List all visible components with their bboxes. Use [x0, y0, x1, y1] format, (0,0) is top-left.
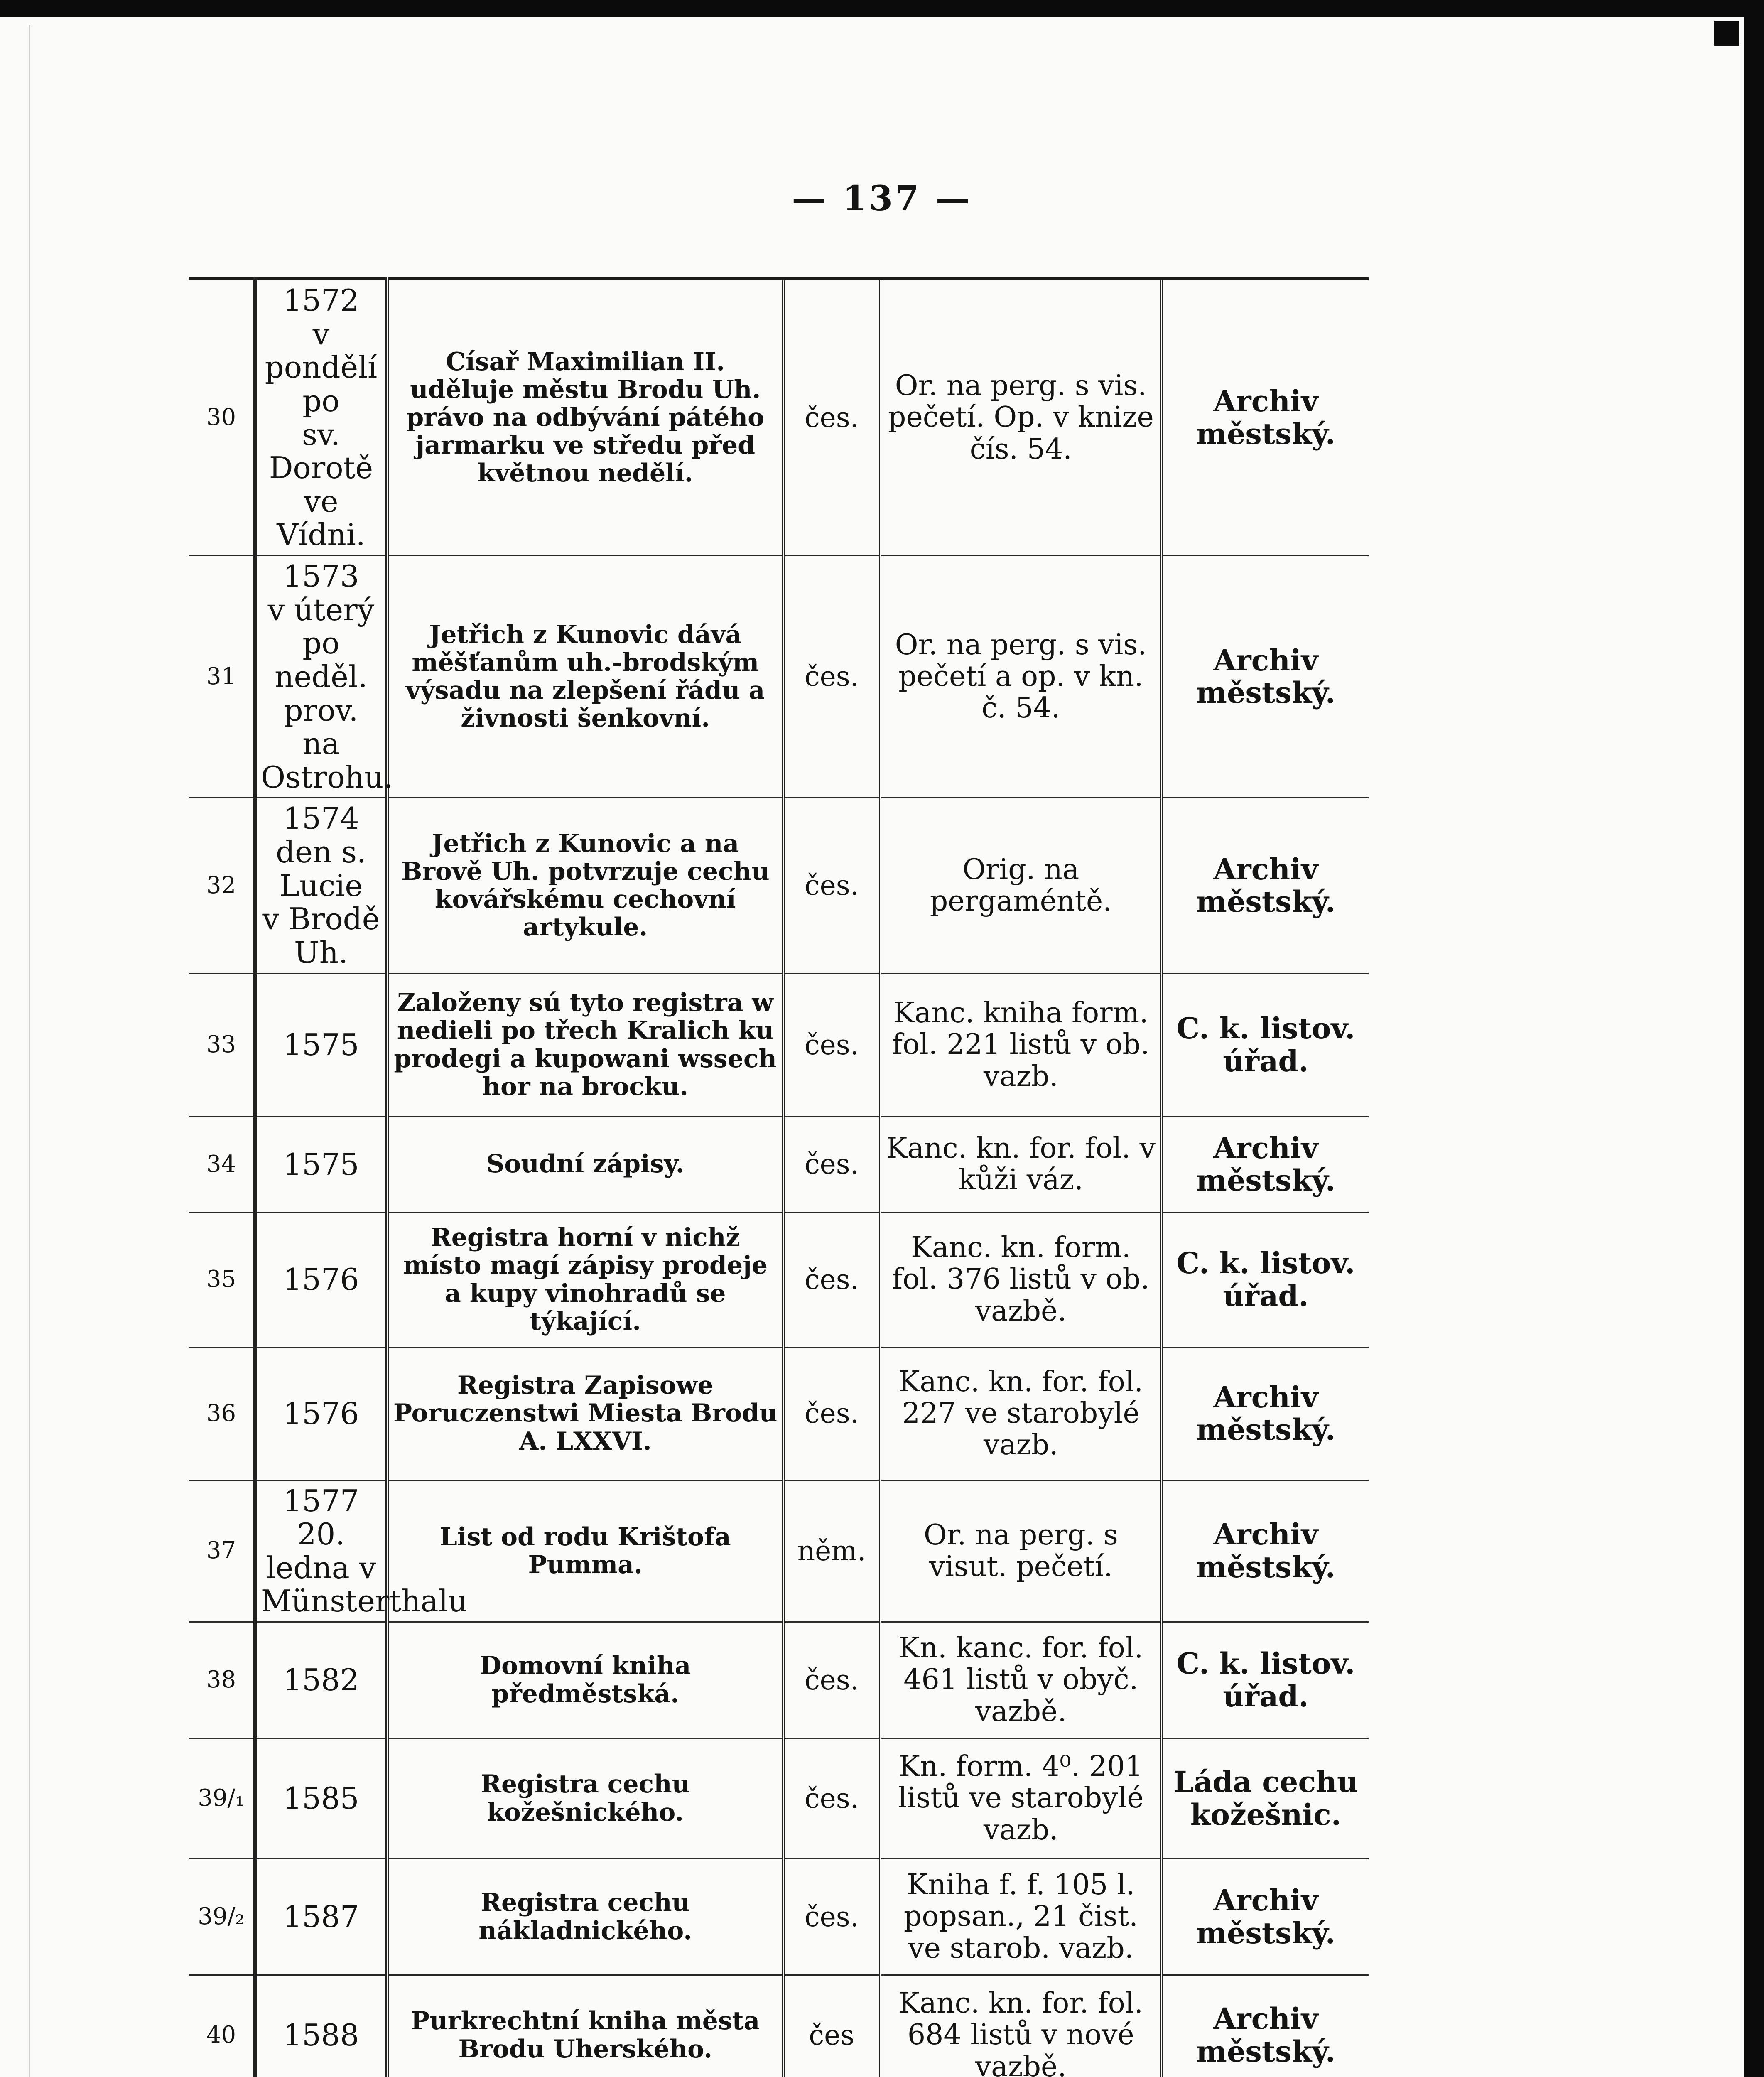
row-location: C. k. listov. úřad.	[1162, 1212, 1369, 1347]
row-form: Or. na perg. s visut. pečetí.	[880, 1480, 1162, 1622]
scan-border-right	[1744, 0, 1764, 2077]
table-row	[189, 1622, 1369, 1738]
row-location: Archiv městský.	[1162, 1859, 1369, 1975]
row-date: 1577 20. ledna v Münsterthalu	[255, 1480, 387, 1622]
row-form: Kanc. kn. for. fol. 227 ve starobylé vazb.	[880, 1347, 1162, 1480]
row-form: Kn. form. 4⁰. 201 listů ve starobylé vazb.	[880, 1738, 1162, 1859]
row-form: Kniha f. f. 105 l. popsan., 21 čist. ve starob. vazb.	[880, 1859, 1162, 1975]
row-number: 35	[189, 1212, 255, 1347]
row-location: C. k. listov. úřad.	[1162, 1622, 1369, 1738]
row-number: 37	[189, 1480, 255, 1622]
table-row	[189, 1738, 1369, 1859]
row-language: čes.	[783, 1622, 880, 1738]
row-number: 30	[189, 279, 255, 556]
row-language: čes.	[783, 1117, 880, 1212]
table-row	[189, 1117, 1369, 1212]
row-language: čes.	[783, 279, 880, 556]
row-language: čes.	[783, 798, 880, 973]
row-location: Archiv městský.	[1162, 1480, 1369, 1622]
table-row	[189, 1480, 1369, 1622]
row-content: Založeny sú tyto registra w nedieli po třech Kralich ku prodegi a kupowani wssech hor na brocku.	[387, 973, 783, 1117]
table-row	[189, 279, 1369, 556]
row-language: čes	[783, 1975, 880, 2077]
row-location: Archiv městský.	[1162, 798, 1369, 973]
row-number: 31	[189, 556, 255, 798]
row-content: Registra cechu kožešnického.	[387, 1738, 783, 1859]
row-language: něm.	[783, 1480, 880, 1622]
row-number: 38	[189, 1622, 255, 1738]
row-number: 36	[189, 1347, 255, 1480]
row-content: Soudní zápisy.	[387, 1117, 783, 1212]
row-form: Or. na perg. s vis. pečetí a op. v kn. č. 54.	[880, 556, 1162, 798]
row-location: Láda cechu kožešnic.	[1162, 1738, 1369, 1859]
row-location: Archiv městský.	[1162, 556, 1369, 798]
row-location: Archiv městský.	[1162, 1975, 1369, 2077]
row-content: List od rodu Krištofa Pumma.	[387, 1480, 783, 1622]
page-number: — 137 —	[792, 179, 972, 219]
row-form: Kanc. kn. for. fol. 684 listů v nové vazbě.	[880, 1975, 1162, 2077]
row-date: 1575	[255, 973, 387, 1117]
row-content: Registra cechu nákladnického.	[387, 1859, 783, 1975]
row-number: 39/₂	[189, 1859, 255, 1975]
table-row	[189, 1859, 1369, 1975]
table-row	[189, 973, 1369, 1117]
row-content: Jetřich z Kunovic dává měšťanům uh.-brodským výsadu na zlepšení řádu a živnosti šenkovní.	[387, 556, 783, 798]
row-language: čes.	[783, 1738, 880, 1859]
row-form: Kanc. kniha form. fol. 221 listů v ob. vazb.	[880, 973, 1162, 1117]
row-language: čes.	[783, 556, 880, 798]
scan-border-top	[0, 0, 1764, 17]
row-date: 1573 v úterý po neděl. prov. na Ostrohu.	[255, 556, 387, 798]
row-number: 34	[189, 1117, 255, 1212]
row-number: 32	[189, 798, 255, 973]
page-left-edge	[29, 25, 30, 2077]
table-row	[189, 1212, 1369, 1347]
scan-corner-mark	[1714, 21, 1739, 46]
register-table-body	[189, 279, 1369, 2077]
row-location: C. k. listov. úřad.	[1162, 973, 1369, 1117]
archive-register-table	[189, 277, 1369, 2077]
row-form: Kanc. kn. form. fol. 376 listů v ob. vazbě.	[880, 1212, 1162, 1347]
row-date: 1572 v pondělí po sv. Dorotě ve Vídni.	[255, 279, 387, 556]
row-content: Registra horní v nichž místo magí zápisy prodeje a kupy vinohradů se týkající.	[387, 1212, 783, 1347]
row-language: čes.	[783, 1212, 880, 1347]
row-number: 39/₁	[189, 1738, 255, 1859]
row-location: Archiv městský.	[1162, 279, 1369, 556]
row-date: 1574 den s. Lucie v Brodě Uh.	[255, 798, 387, 973]
row-number: 40	[189, 1975, 255, 2077]
row-location: Archiv městský.	[1162, 1347, 1369, 1480]
row-form: Or. na perg. s vis. pečetí. Op. v knize čís. 54.	[880, 279, 1162, 556]
row-content: Císař Maximilian II. uděluje městu Brodu Uh. právo na odbývání pátého jarmarku ve středu před květnou nedělí.	[387, 279, 783, 556]
row-number: 33	[189, 973, 255, 1117]
row-date: 1582	[255, 1622, 387, 1738]
row-date: 1575	[255, 1117, 387, 1212]
row-date: 1585	[255, 1738, 387, 1859]
table-row	[189, 1975, 1369, 2077]
row-location: Archiv městský.	[1162, 1117, 1369, 1212]
table-row	[189, 1347, 1369, 1480]
row-content: Registra Zapisowe Poruczenstwi Miesta Brodu A. LXXVI.	[387, 1347, 783, 1480]
row-date: 1576	[255, 1347, 387, 1480]
row-date: 1576	[255, 1212, 387, 1347]
row-content: Domovní kniha předměstská.	[387, 1622, 783, 1738]
row-language: čes.	[783, 1347, 880, 1480]
row-form: Orig. na pergaméntě.	[880, 798, 1162, 973]
row-content: Purkrechtní kniha města Brodu Uherského.	[387, 1975, 783, 2077]
row-form: Kanc. kn. for. fol. v kůži váz.	[880, 1117, 1162, 1212]
row-language: čes.	[783, 973, 880, 1117]
table-row	[189, 798, 1369, 973]
table-row	[189, 556, 1369, 798]
row-form: Kn. kanc. for. fol. 461 listů v obyč. vazbě.	[880, 1622, 1162, 1738]
row-content: Jetřich z Kunovic a na Brově Uh. potvrzuje cechu kovářskému cechovní artykule.	[387, 798, 783, 973]
row-language: čes.	[783, 1859, 880, 1975]
row-date: 1588	[255, 1975, 387, 2077]
row-date: 1587	[255, 1859, 387, 1975]
